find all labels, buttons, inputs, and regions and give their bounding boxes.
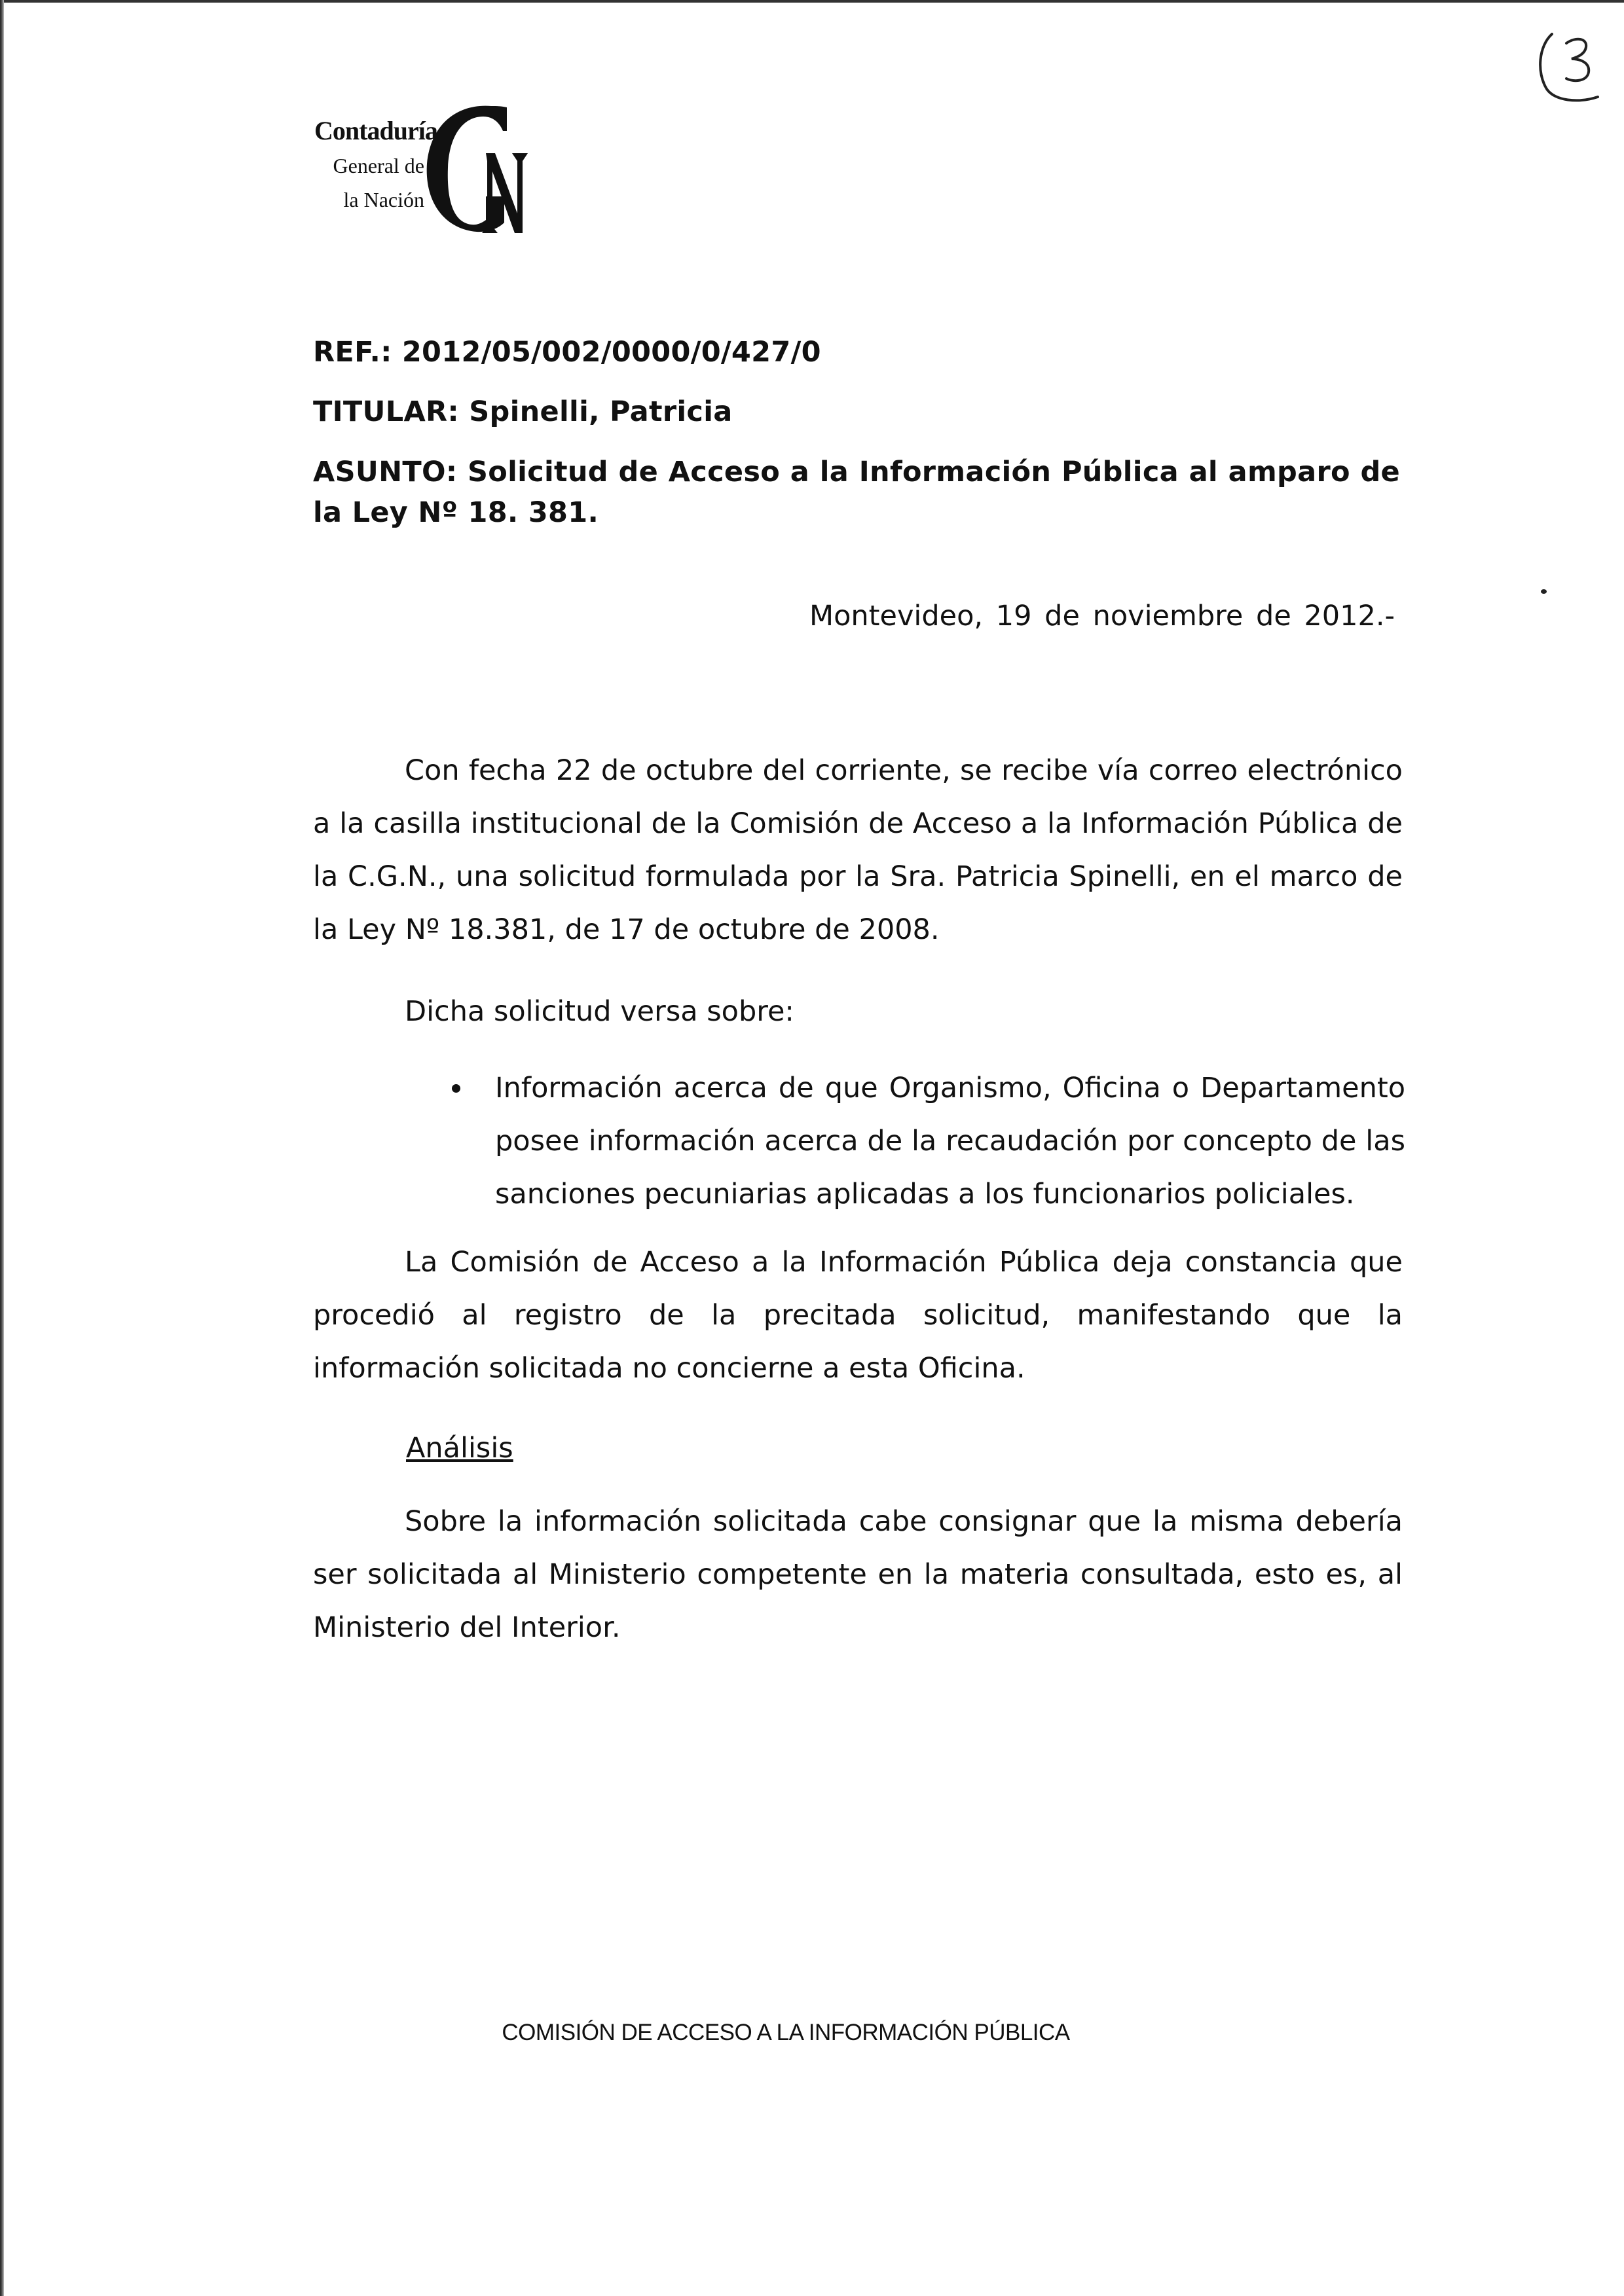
reference-number: REF.: 2012/05/002/0000/0/427/0 xyxy=(313,336,821,369)
logo-line-2: General de xyxy=(333,154,424,177)
document-date: Montevideo, 19 de noviembre de 2012.- xyxy=(809,600,1395,632)
body-paragraph-analysis: Sobre la información solicitada cabe consignar que la misma debería ser solicitada al Ministerio competente en la materia consultada, esto es, al Ministerio del Interior. xyxy=(313,1505,1403,1644)
analysis-heading: Análisis xyxy=(406,1432,513,1465)
cgn-logo xyxy=(314,98,524,236)
bullet-text: Información acerca de que Organismo, Oficina o Departamento posee información acerca de la recaudación por concepto de las sanciones pecuniarias aplicadas a los funcionarios policiales. xyxy=(495,1072,1405,1211)
logo-line-3: la Nación xyxy=(343,188,424,211)
bullet-icon xyxy=(452,1084,460,1093)
handwritten-page-number-icon xyxy=(1532,26,1604,105)
page-footer xyxy=(0,2016,1624,2049)
holder-name: TITULAR: Spinelli, Patricia xyxy=(313,395,733,428)
scan-speck xyxy=(1541,589,1547,594)
cgn-monogram-icon xyxy=(413,98,530,236)
body-paragraph-3: La Comisión de Acceso a la Información Pública deja constancia que procedió al registro de la precitada solicitud, manifestando que la información solicitada no concierne a esta Oficina. xyxy=(313,1246,1403,1385)
footer-text: COMISIÓN DE ACCESO A LA INFORMACIÓN PÚBLICA xyxy=(502,2020,1070,2045)
body-paragraph-2: Dicha solicitud versa sobre: xyxy=(405,995,794,1028)
body-paragraph-1: Con fecha 22 de octubre del corriente, se recibe vía correo electrónico a la casilla institucional de la Comisión de Acceso a la Información Pública de la C.G.N., una solicitud formulada por la Sra. Patricia Spinelli, en el marco de la Ley Nº 18.381, de 17 de octubre de 2008. xyxy=(313,754,1403,946)
subject-line: ASUNTO: Solicitud de Acceso a la Información Pública al amparo de la Ley Nº 18. 381. xyxy=(313,456,1400,529)
logo-line-1: Contaduría xyxy=(314,116,437,145)
logo-text xyxy=(314,113,437,217)
scan-edge-left xyxy=(0,0,4,2296)
scan-edge-top xyxy=(0,0,1624,3)
